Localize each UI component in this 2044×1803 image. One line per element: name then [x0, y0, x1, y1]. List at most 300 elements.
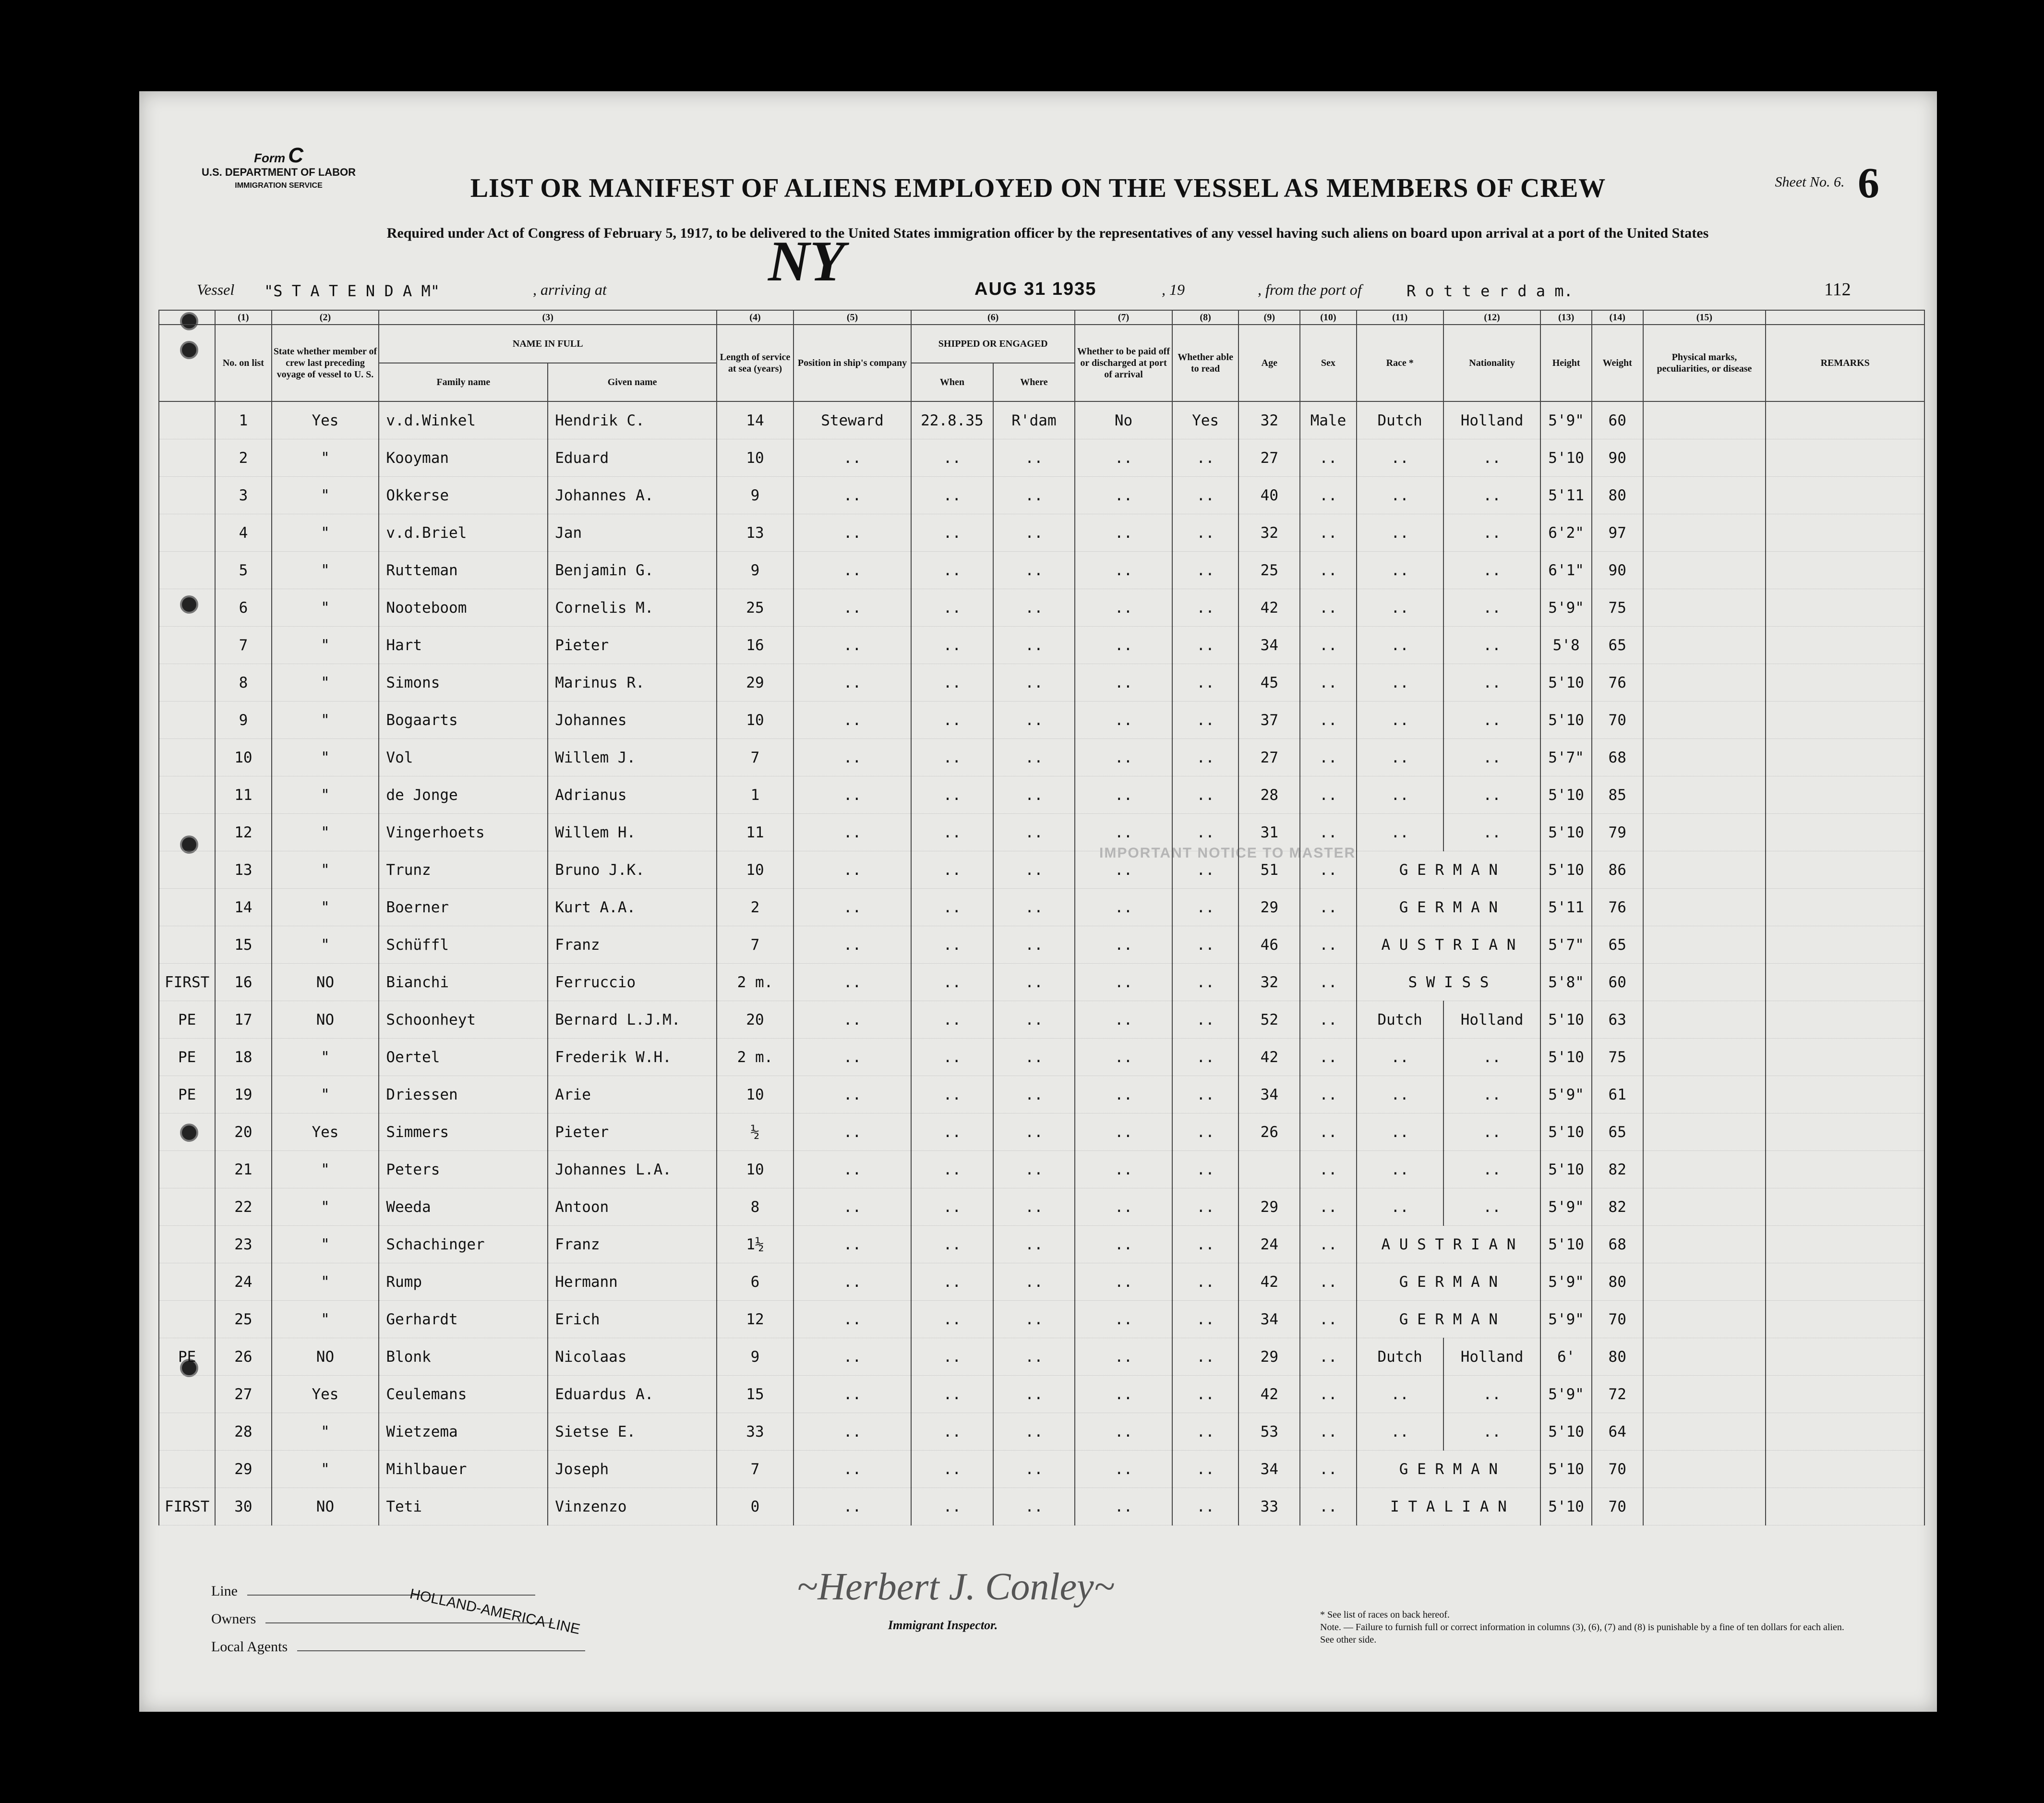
row-given-name: Benjamin G.: [548, 552, 717, 589]
row-mark: [159, 926, 215, 964]
row-sex: ..: [1300, 627, 1356, 664]
row-able-read: ..: [1172, 776, 1239, 814]
row-when: ..: [911, 1113, 993, 1151]
row-number: 27: [215, 1376, 271, 1413]
row-when: ..: [911, 1188, 993, 1226]
row-position: ..: [794, 1076, 911, 1113]
row-number: 9: [215, 702, 271, 739]
row-previous-voyage: ": [272, 589, 379, 627]
row-number: 18: [215, 1039, 271, 1076]
row-number: 8: [215, 664, 271, 702]
row-height: 5'10: [1540, 1451, 1592, 1488]
row-race: S W I S S: [1357, 964, 1541, 1001]
row-able-read: ..: [1172, 1301, 1239, 1338]
row-service-length: 7: [717, 739, 794, 776]
row-height: 5'7": [1540, 926, 1592, 964]
row-where: ..: [993, 1039, 1075, 1076]
row-where: R'dam: [993, 401, 1075, 439]
row-where: ..: [993, 1188, 1075, 1226]
row-previous-voyage: ": [272, 814, 379, 851]
row-when: ..: [911, 776, 993, 814]
row-service-length: 2 m.: [717, 964, 794, 1001]
row-weight: 70: [1592, 1451, 1643, 1488]
row-given-name: Johannes A.: [548, 477, 717, 514]
row-number: 15: [215, 926, 271, 964]
row-service-length: 10: [717, 1076, 794, 1113]
row-service-length: 10: [717, 851, 794, 889]
row-age: 51: [1238, 851, 1300, 889]
row-remarks: [1766, 1451, 1924, 1488]
row-previous-voyage: ": [272, 1451, 379, 1488]
row-number: 12: [215, 814, 271, 851]
crew-table: [158, 310, 1925, 1525]
row-race: ..: [1357, 776, 1443, 814]
row-age: 34: [1238, 627, 1300, 664]
row-race: A U S T R I A N: [1357, 926, 1541, 964]
row-paid-off: ..: [1075, 664, 1172, 702]
row-paid-off: ..: [1075, 926, 1172, 964]
row-mark: [159, 1451, 215, 1488]
row-paid-off: ..: [1075, 739, 1172, 776]
row-paid-off: ..: [1075, 1451, 1172, 1488]
row-family-name: Boerner: [379, 889, 548, 926]
row-weight: 63: [1592, 1001, 1643, 1039]
row-age: 42: [1238, 1376, 1300, 1413]
row-paid-off: ..: [1075, 889, 1172, 926]
row-sex: ..: [1300, 1338, 1356, 1376]
row-previous-voyage: ": [272, 889, 379, 926]
row-race: ..: [1357, 514, 1443, 552]
row-when: ..: [911, 552, 993, 589]
row-nationality: ..: [1443, 514, 1541, 552]
row-height: 5'9": [1540, 401, 1592, 439]
col-when: When: [911, 363, 993, 401]
row-position: ..: [794, 1113, 911, 1151]
note-fine: Note. — Failure to furnish full or correct information in columns (3), (6), (7) and (8) is punishable by a fine of ten dollars for each alien. See other side.: [1320, 1622, 1844, 1645]
row-position: ..: [794, 1376, 911, 1413]
row-age: 25: [1238, 552, 1300, 589]
row-nationality: ..: [1443, 664, 1541, 702]
row-family-name: Schoonheyt: [379, 1001, 548, 1039]
row-given-name: Hendrik C.: [548, 401, 717, 439]
row-family-name: Rutteman: [379, 552, 548, 589]
row-paid-off: ..: [1075, 776, 1172, 814]
row-sex: ..: [1300, 1451, 1356, 1488]
row-family-name: Trunz: [379, 851, 548, 889]
row-weight: 65: [1592, 1113, 1643, 1151]
row-number: 20: [215, 1113, 271, 1151]
row-paid-off: ..: [1075, 1338, 1172, 1376]
table-row: [159, 702, 1924, 739]
row-when: ..: [911, 1151, 993, 1188]
row-where: ..: [993, 589, 1075, 627]
col-given-name: Given name: [548, 363, 717, 401]
row-able-read: ..: [1172, 1076, 1239, 1113]
table-row: [159, 627, 1924, 664]
row-weight: 75: [1592, 589, 1643, 627]
row-where: ..: [993, 1151, 1075, 1188]
row-number: 14: [215, 889, 271, 926]
row-family-name: Teti: [379, 1488, 548, 1525]
row-mark: [159, 1226, 215, 1263]
row-paid-off: ..: [1075, 1376, 1172, 1413]
row-race: ..: [1357, 439, 1443, 477]
row-race: ..: [1357, 1151, 1443, 1188]
row-paid-off: ..: [1075, 552, 1172, 589]
row-weight: 82: [1592, 1188, 1643, 1226]
department-name: U.S. DEPARTMENT OF LABOR: [202, 166, 356, 178]
row-physical-marks: [1643, 1263, 1766, 1301]
row-when: ..: [911, 1413, 993, 1451]
row-able-read: ..: [1172, 1226, 1239, 1263]
row-position: ..: [794, 552, 911, 589]
row-position: ..: [794, 739, 911, 776]
row-number: 17: [215, 1001, 271, 1039]
row-weight: 80: [1592, 1338, 1643, 1376]
owners-label: Owners: [211, 1611, 256, 1627]
service-name: IMMIGRATION SERVICE: [235, 182, 323, 190]
row-position: ..: [794, 851, 911, 889]
row-sex: ..: [1300, 1188, 1356, 1226]
row-height: 5'10: [1540, 1151, 1592, 1188]
row-mark: [159, 702, 215, 739]
row-mark: [159, 589, 215, 627]
year-label: , 19: [1162, 281, 1185, 298]
row-when: ..: [911, 1376, 993, 1413]
page-title: LIST OR MANIFEST OF ALIENS EMPLOYED ON THE VESSEL AS MEMBERS OF CREW: [470, 173, 1606, 203]
row-previous-voyage: ": [272, 776, 379, 814]
row-remarks: [1766, 964, 1924, 1001]
table-row: [159, 1188, 1924, 1226]
row-sex: ..: [1300, 889, 1356, 926]
row-family-name: Vol: [379, 739, 548, 776]
row-number: 29: [215, 1451, 271, 1488]
row-paid-off: ..: [1075, 514, 1172, 552]
row-when: ..: [911, 439, 993, 477]
row-when: ..: [911, 926, 993, 964]
row-sex: ..: [1300, 739, 1356, 776]
line-label: Line: [211, 1583, 238, 1599]
row-height: 5'8: [1540, 627, 1592, 664]
table-row: [159, 589, 1924, 627]
row-position: ..: [794, 627, 911, 664]
row-physical-marks: [1643, 776, 1766, 814]
row-age: 42: [1238, 1263, 1300, 1301]
row-race: ..: [1357, 1076, 1443, 1113]
date-stamp: AUG 31 1935: [974, 279, 1097, 299]
col-able-read: Whether able to read: [1172, 325, 1239, 401]
row-when: ..: [911, 851, 993, 889]
row-paid-off: ..: [1075, 702, 1172, 739]
row-race: ..: [1357, 1413, 1443, 1451]
row-sex: ..: [1300, 664, 1356, 702]
row-where: ..: [993, 439, 1075, 477]
row-family-name: Weeda: [379, 1188, 548, 1226]
row-number: 4: [215, 514, 271, 552]
column-header-row: [159, 325, 1924, 363]
row-weight: 80: [1592, 477, 1643, 514]
row-physical-marks: [1643, 1451, 1766, 1488]
row-family-name: v.d.Winkel: [379, 401, 548, 439]
row-paid-off: ..: [1075, 1113, 1172, 1151]
row-weight: 70: [1592, 702, 1643, 739]
row-where: ..: [993, 926, 1075, 964]
row-where: ..: [993, 1451, 1075, 1488]
row-when: ..: [911, 702, 993, 739]
row-previous-voyage: ": [272, 1301, 379, 1338]
row-service-length: 2 m.: [717, 1039, 794, 1076]
row-previous-voyage: ": [272, 439, 379, 477]
row-where: ..: [993, 964, 1075, 1001]
table-row: [159, 926, 1924, 964]
row-race: ..: [1357, 739, 1443, 776]
row-when: ..: [911, 1488, 993, 1525]
row-able-read: ..: [1172, 514, 1239, 552]
row-mark: [159, 851, 215, 889]
row-position: ..: [794, 589, 911, 627]
inspector-signature: ~Herbert J. Conley~: [797, 1566, 1115, 1608]
row-given-name: Johannes L.A.: [548, 1151, 717, 1188]
row-sex: ..: [1300, 814, 1356, 851]
row-sex: ..: [1300, 1076, 1356, 1113]
row-nationality: ..: [1443, 1151, 1541, 1188]
row-given-name: Willem H.: [548, 814, 717, 851]
row-sex: ..: [1300, 851, 1356, 889]
row-mark: [159, 889, 215, 926]
row-remarks: [1766, 1338, 1924, 1376]
row-where: ..: [993, 776, 1075, 814]
row-remarks: [1766, 514, 1924, 552]
row-age: 33: [1238, 1488, 1300, 1525]
col-name-in-full: NAME IN FULL: [379, 325, 717, 363]
row-number: 26: [215, 1338, 271, 1376]
row-previous-voyage: ": [272, 851, 379, 889]
table-row: [159, 889, 1924, 926]
table-row: [159, 1151, 1924, 1188]
row-previous-voyage: Yes: [272, 1113, 379, 1151]
table-row: [159, 1488, 1924, 1525]
row-age: 46: [1238, 926, 1300, 964]
table-row: [159, 552, 1924, 589]
row-number: 1: [215, 401, 271, 439]
row-sex: Male: [1300, 401, 1356, 439]
row-age: 28: [1238, 776, 1300, 814]
row-previous-voyage: NO: [272, 1338, 379, 1376]
row-race: G E R M A N: [1357, 851, 1541, 889]
row-able-read: ..: [1172, 889, 1239, 926]
row-nationality: ..: [1443, 739, 1541, 776]
row-remarks: [1766, 1039, 1924, 1076]
row-previous-voyage: ": [272, 477, 379, 514]
row-given-name: Bruno J.K.: [548, 851, 717, 889]
row-able-read: ..: [1172, 1039, 1239, 1076]
row-given-name: Arie: [548, 1076, 717, 1113]
row-remarks: [1766, 1113, 1924, 1151]
row-remarks: [1766, 1301, 1924, 1338]
row-family-name: Schüffl: [379, 926, 548, 964]
row-mark: FIRST: [159, 964, 215, 1001]
holland-america-stamp: HOLLAND-AMERICA LINE: [408, 1585, 582, 1638]
row-height: 5'8": [1540, 964, 1592, 1001]
row-where: ..: [993, 477, 1075, 514]
row-sex: ..: [1300, 477, 1356, 514]
row-remarks: [1766, 702, 1924, 739]
row-position: ..: [794, 814, 911, 851]
row-when: ..: [911, 1001, 993, 1039]
row-able-read: ..: [1172, 1188, 1239, 1226]
row-remarks: [1766, 1413, 1924, 1451]
row-able-read: ..: [1172, 664, 1239, 702]
row-nationality: ..: [1443, 552, 1541, 589]
row-when: ..: [911, 589, 993, 627]
row-able-read: ..: [1172, 1451, 1239, 1488]
row-age: 26: [1238, 1113, 1300, 1151]
row-where: ..: [993, 851, 1075, 889]
col-previous-voyage: State whether member of crew last preceding voyage of vessel to U. S.: [272, 325, 379, 401]
row-given-name: Nicolaas: [548, 1338, 717, 1376]
arriving-label: , arriving at: [533, 281, 607, 298]
table-row: [159, 776, 1924, 814]
row-given-name: Frederik W.H.: [548, 1039, 717, 1076]
row-race: G E R M A N: [1357, 1263, 1541, 1301]
row-physical-marks: [1643, 627, 1766, 664]
row-number: 21: [215, 1151, 271, 1188]
row-physical-marks: [1643, 1488, 1766, 1525]
row-able-read: ..: [1172, 1376, 1239, 1413]
row-age: [1238, 1151, 1300, 1188]
row-physical-marks: [1643, 1188, 1766, 1226]
row-height: 5'10: [1540, 814, 1592, 851]
row-remarks: [1766, 889, 1924, 926]
row-weight: 72: [1592, 1376, 1643, 1413]
row-height: 5'10: [1540, 1488, 1592, 1525]
row-previous-voyage: Yes: [272, 1376, 379, 1413]
row-age: 52: [1238, 1001, 1300, 1039]
row-physical-marks: [1643, 1338, 1766, 1376]
row-mark: [159, 1188, 215, 1226]
handwritten-sheet-number: 6: [1858, 159, 1879, 207]
col-where: Where: [993, 363, 1075, 401]
row-remarks: [1766, 926, 1924, 964]
row-number: 28: [215, 1413, 271, 1451]
row-weight: 68: [1592, 739, 1643, 776]
row-physical-marks: [1643, 552, 1766, 589]
row-race: ..: [1357, 1188, 1443, 1226]
row-remarks: [1766, 589, 1924, 627]
row-physical-marks: [1643, 851, 1766, 889]
row-family-name: Kooyman: [379, 439, 548, 477]
row-given-name: Pieter: [548, 1113, 717, 1151]
row-given-name: Ferruccio: [548, 964, 717, 1001]
col-family-name: Family name: [379, 363, 548, 401]
row-number: 3: [215, 477, 271, 514]
row-number: 13: [215, 851, 271, 889]
row-where: ..: [993, 627, 1075, 664]
row-family-name: Gerhardt: [379, 1301, 548, 1338]
row-position: ..: [794, 1188, 911, 1226]
row-position: ..: [794, 1488, 911, 1525]
row-nationality: ..: [1443, 1376, 1541, 1413]
row-previous-voyage: ": [272, 1413, 379, 1451]
col-age: Age: [1238, 325, 1300, 401]
row-physical-marks: [1643, 514, 1766, 552]
row-where: ..: [993, 1488, 1075, 1525]
row-remarks: [1766, 739, 1924, 776]
col-paid-off: Whether to be paid off or discharged at port of arrival: [1075, 325, 1172, 401]
row-position: ..: [794, 964, 911, 1001]
col-weight: Weight: [1592, 325, 1643, 401]
row-when: ..: [911, 1039, 993, 1076]
row-age: 32: [1238, 401, 1300, 439]
row-paid-off: No: [1075, 401, 1172, 439]
row-position: ..: [794, 926, 911, 964]
row-family-name: Bianchi: [379, 964, 548, 1001]
row-previous-voyage: NO: [272, 1488, 379, 1525]
row-given-name: Sietse E.: [548, 1413, 717, 1451]
row-nationality: ..: [1443, 1413, 1541, 1451]
row-position: ..: [794, 1151, 911, 1188]
row-able-read: ..: [1172, 439, 1239, 477]
row-weight: 97: [1592, 514, 1643, 552]
row-height: 5'10: [1540, 851, 1592, 889]
row-age: 45: [1238, 664, 1300, 702]
row-family-name: Mihlbauer: [379, 1451, 548, 1488]
row-nationality: ..: [1443, 439, 1541, 477]
form-label: Form: [254, 151, 286, 165]
row-nationality: ..: [1443, 1039, 1541, 1076]
row-family-name: Bogaarts: [379, 702, 548, 739]
inspector-label: Immigrant Inspector.: [888, 1618, 998, 1632]
row-physical-marks: [1643, 1076, 1766, 1113]
row-height: 5'9": [1540, 1076, 1592, 1113]
row-height: 5'10: [1540, 776, 1592, 814]
row-mark: [159, 1113, 215, 1151]
table-row: [159, 1001, 1924, 1039]
row-physical-marks: [1643, 926, 1766, 964]
row-given-name: Eduardus A.: [548, 1376, 717, 1413]
row-number: 5: [215, 552, 271, 589]
table-row: [159, 401, 1924, 439]
row-mark: [159, 1376, 215, 1413]
col-nationality: Nationality: [1443, 325, 1541, 401]
row-able-read: ..: [1172, 1263, 1239, 1301]
row-family-name: Wietzema: [379, 1413, 548, 1451]
row-race: ..: [1357, 552, 1443, 589]
row-previous-voyage: ": [272, 514, 379, 552]
row-family-name: de Jonge: [379, 776, 548, 814]
row-where: ..: [993, 1301, 1075, 1338]
table-row: [159, 1413, 1924, 1451]
row-able-read: ..: [1172, 964, 1239, 1001]
row-sex: ..: [1300, 1301, 1356, 1338]
row-previous-voyage: NO: [272, 964, 379, 1001]
row-sex: ..: [1300, 514, 1356, 552]
row-age: 29: [1238, 889, 1300, 926]
row-family-name: Ceulemans: [379, 1376, 548, 1413]
row-when: ..: [911, 1338, 993, 1376]
row-remarks: [1766, 1151, 1924, 1188]
row-able-read: ..: [1172, 627, 1239, 664]
row-previous-voyage: ": [272, 1188, 379, 1226]
sheet-number: Sheet No. 6. 6: [1775, 159, 1879, 207]
row-physical-marks: [1643, 814, 1766, 851]
row-able-read: ..: [1172, 1338, 1239, 1376]
row-service-length: 2: [717, 889, 794, 926]
table-row: [159, 964, 1924, 1001]
row-when: ..: [911, 1301, 993, 1338]
row-position: ..: [794, 514, 911, 552]
row-height: 5'9": [1540, 1263, 1592, 1301]
